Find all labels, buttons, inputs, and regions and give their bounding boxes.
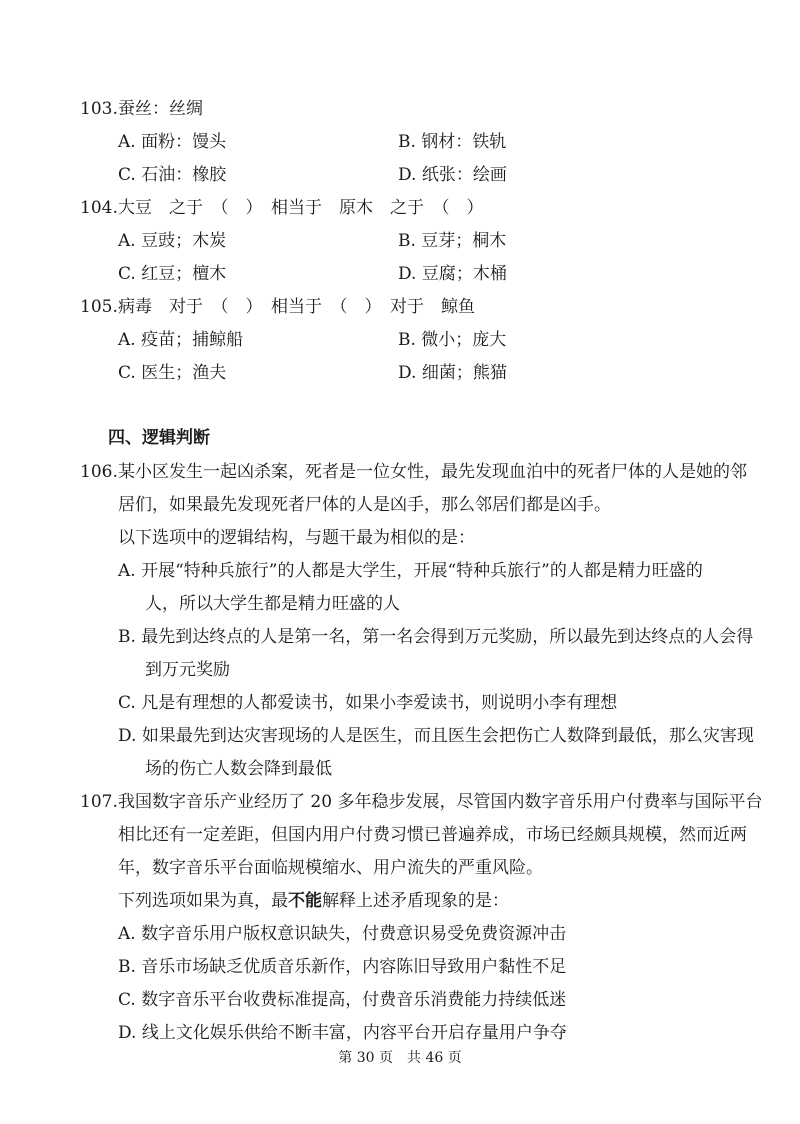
option-c: C. 医生；渔夫 [118,363,227,383]
question-number: 105. [80,297,118,317]
option-d: D. 细菌；熊猫 [398,363,507,383]
option-b: B. 音乐市场缺乏优质音乐新作，内容陈旧导致用户黏性不足 [118,957,567,977]
option-a: A. 数字音乐用户版权意识缺失，付费意识易受免费资源冲击 [118,924,567,944]
option-d: D. 线上文化娱乐供给不断丰富，内容平台开启存量用户争夺 [118,1023,567,1043]
option-a: A. 疫苗；捕鲸船 [118,330,244,350]
option-c: C. 数字音乐平台收费标准提高，付费音乐消费能力持续低迷 [118,990,567,1010]
option-b: B. 钢材：铁轨 [398,132,507,152]
option-b-line2: 到万元奖励 [145,660,230,680]
prompt-before: 下列选项如果为真，最 [118,891,288,911]
question-stem: 蚕丝：丝绸 [118,99,203,119]
question-number: 103. [80,99,118,119]
option-c: C. 红豆；檀木 [118,264,227,284]
question-stem-line: 年，数字音乐平台面临规模缩水、用户流失的严重风险。 [118,858,543,878]
question-number: 106. [80,462,118,482]
section-title: 四、逻辑判断 [108,428,210,448]
question-number: 107. [80,792,118,812]
question-stem-line: 相比还有一定差距，但国内用户付费习惯已普遍养成，市场已经颇具规模，然而近两 [118,825,747,845]
option-a: A. 开展“特种兵旅行”的人都是大学生，开展“特种兵旅行”的人都是精力旺盛的 [118,561,703,581]
question-number: 104. [80,198,118,218]
option-d: D. 纸张：绘画 [398,165,507,185]
option-d: D. 豆腐；木桶 [398,264,507,284]
question-stem-line: 某小区发生一起凶杀案，死者是一位女性，最先发现血泊中的死者尸体的人是她的邻 [118,462,747,482]
option-d-line2: 场的伤亡人数会降到最低 [145,759,332,779]
question-stem-line: 居们，如果最先发现死者尸体的人是凶手，那么邻居们都是凶手。 [118,495,611,515]
question-stem-line: 我国数字音乐产业经历了 20 多年稳步发展，尽管国内数字音乐用户付费率与国际平台 [118,792,763,812]
question-stem: 病毒 对于 （ ） 相当于 （ ） 对于 鲸鱼 [118,297,475,317]
option-a: A. 豆豉；木炭 [118,231,227,251]
option-a: A. 面粉：馒头 [118,132,227,152]
question-prompt [118,889,509,913]
option-b: B. 微小；庞大 [398,330,507,350]
option-d: D. 如果最先到达灾害现场的人是医生，而且医生会把伤亡人数降到最低，那么灾害现 [118,726,754,746]
option-a-line2: 人，所以大学生都是精力旺盛的人 [145,594,400,614]
question-stem: 大豆 之于 （ ） 相当于 原木 之于 （ ） [118,198,484,218]
option-c: C. 凡是有理想的人都爱读书，如果小李爱读书，则说明小李有理想 [118,693,618,713]
question-prompt: 以下选项中的逻辑结构，与题干最为相似的是： [118,528,475,548]
page-footer: 第 30 页 共 46 页 [338,1050,462,1066]
prompt-emphasis: 不能 [288,891,322,911]
option-b: B. 最先到达终点的人是第一名，第一名会得到万元奖励，所以最先到达终点的人会得 [118,627,754,647]
option-c: C. 石油：橡胶 [118,165,227,185]
prompt-after: 解释上述矛盾现象的是： [322,891,509,911]
option-b: B. 豆芽；桐木 [398,231,507,251]
